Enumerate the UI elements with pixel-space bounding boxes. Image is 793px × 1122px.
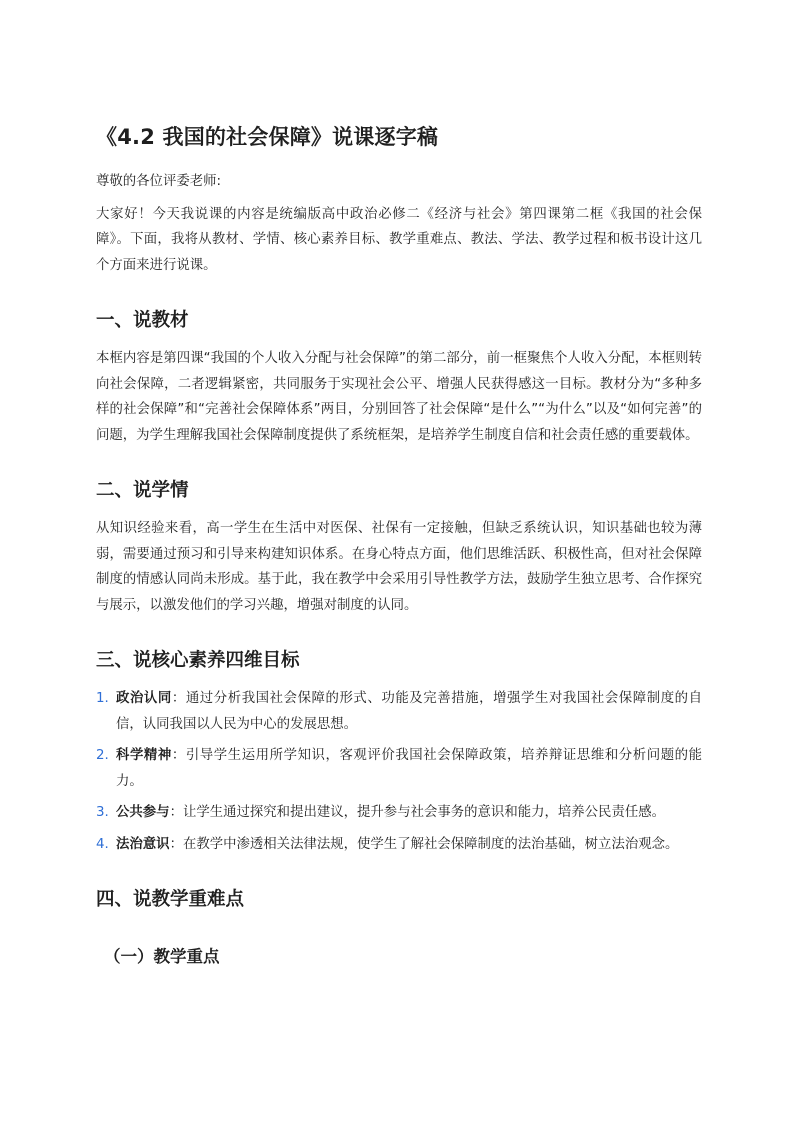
document-content [96,120,702,971]
list-text: 引导学生运用所学知识，客观评价我国社会保障政策，培养辩证思维和分析问题的能力。 [116,748,703,789]
section-heading-textbook: 一、说教材 [96,310,189,331]
list-separator: ： [169,836,183,852]
list-number: 4. [96,836,109,852]
list-text: 让学生通过探究和提出建议，提升参与社会事务的意识和能力，培养公民责任感。 [182,805,666,820]
objectives-list [96,686,702,857]
list-number: 2. [96,748,109,763]
list-item [96,743,702,794]
intro-paragraph: 大家好！今天我说课的内容是统编版高中政治必修二《经济与社会》第四课第二框《我国的社会保障》。下面，我将从教材、学情、核心素养目标、教学重难点、教法、学法、教学过程和板书设计这几个方面来进行说课。 [96,206,702,273]
section-body-students: 从知识经验来看，高一学生在生活中对医保、社保有一定接触，但缺乏系统认识，知识基础也较为薄弱，需要通过预习和引导来构建知识体系。在身心特点方面，他们思维活跃、积极性高，但对社会保障制度的情感认同尚未形成。基于此，我在教学中会采用引导性教学方法，鼓励学生独立思考、合作探究与展示，以激发他们的学习兴趣，增强对制度的认同。 [96,521,702,613]
list-item [96,686,702,737]
section-heading-keypoints: 四、说教学重难点 [96,889,245,910]
list-term: 法治意识 [116,836,170,852]
list-item [96,800,702,826]
list-text: 通过分析我国社会保障的形式、功能及完善措施，增强学生对我国社会保障制度的自信，认同我国以人民为中心的发展思想。 [116,691,703,732]
subsection-heading-key-focus: （一）教学重点 [104,947,220,966]
section-heading-students: 二、说学情 [96,480,189,501]
document-title: 《4.2 我国的社会保障》说课逐字稿 [96,125,439,149]
list-item [96,832,702,858]
list-number: 3. [96,805,109,820]
list-term: 公共参与 [116,805,170,820]
list-number: 1. [96,691,109,706]
list-separator: ： [171,691,186,706]
list-term: 政治认同 [116,691,172,706]
list-text: 在教学中渗透相关法律法规，使学生了解社会保障制度的法治基础，树立法治观念。 [182,836,679,852]
section-body-textbook: 本框内容是第四课“我国的个人收入分配与社会保障”的第二部分，前一框聚焦个人收入分配，本框则转向社会保障，二者逻辑紧密，共同服务于实现社会公平、增强人民获得感这一目标。教材分为“多种多样的社会保障”和“完善社会保障体系”两目，分别回答了社会保障“是什么”“为什么”以及“如何完善”的问题，为学生理解我国社会保障制度提供了系统框架，是培养学生制度自信和社会责任感的重要载体。 [96,351,702,443]
list-separator: ： [171,748,186,763]
list-term: 科学精神 [116,748,172,763]
section-heading-objectives: 三、说核心素养四维目标 [96,650,300,671]
greeting-paragraph: 尊敬的各位评委老师: [96,174,222,189]
list-separator: ： [169,805,183,820]
